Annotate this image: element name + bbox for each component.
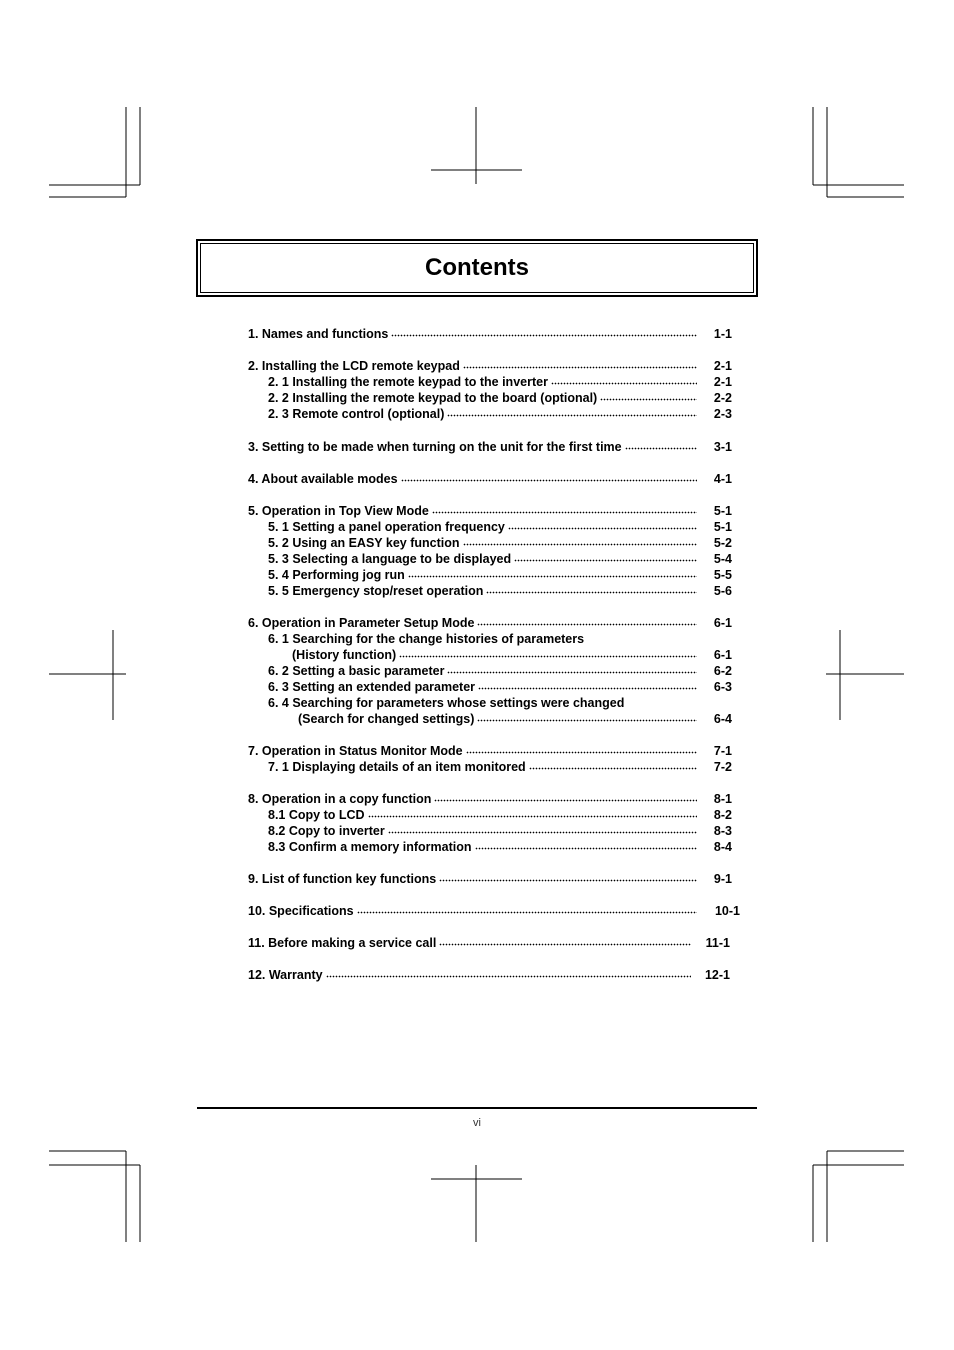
toc-entry[interactable]	[268, 535, 700, 551]
page-title: Contents	[425, 254, 529, 281]
footer-rule	[197, 1107, 757, 1109]
toc-entry[interactable]	[248, 967, 694, 983]
toc-page: 6-1	[713, 648, 732, 662]
title-frame	[200, 243, 754, 293]
toc-page: 3-1	[713, 440, 732, 454]
toc-page: 5-1	[713, 520, 732, 534]
toc-label: 7. Operation in Status Monitor Mode	[248, 744, 463, 758]
toc-page: 4-1	[713, 472, 732, 486]
toc-label: 6. 4 Searching for parameters whose settings were changed	[268, 696, 625, 710]
toc-entry[interactable]	[248, 903, 700, 919]
toc-entry[interactable]	[248, 871, 700, 887]
toc-label: 2. Installing the LCD remote keypad	[248, 359, 460, 373]
toc-entry[interactable]	[268, 551, 700, 567]
toc-page: 7-1	[713, 744, 732, 758]
toc-label: 6. Operation in Parameter Setup Mode	[248, 616, 475, 630]
toc-entry[interactable]	[268, 583, 700, 599]
toc-label: 6. 3 Setting an extended parameter	[268, 680, 476, 694]
toc-label: 5. 5 Emergency stop/reset operation	[268, 584, 484, 598]
toc-entry[interactable]	[248, 743, 700, 759]
toc-label: 8. Operation in a copy function	[248, 792, 432, 806]
toc-page: 8-2	[713, 808, 732, 822]
toc-page: 2-3	[713, 407, 732, 421]
toc-entry[interactable]	[248, 439, 700, 455]
page-number: vi	[473, 1117, 481, 1129]
toc-page: 8-1	[713, 792, 732, 806]
toc-entry[interactable]	[268, 631, 700, 647]
toc-page: 12-1	[704, 968, 730, 982]
toc-label: 5. 1 Setting a panel operation frequency	[268, 520, 505, 534]
toc-page: 7-2	[713, 760, 732, 774]
toc-label: 8.1 Copy to LCD	[268, 808, 365, 822]
toc-entry[interactable]	[292, 647, 700, 663]
toc-label: 12. Warranty	[248, 968, 323, 982]
toc-label: 5. 2 Using an EASY key function	[268, 536, 460, 550]
toc-entry[interactable]	[268, 406, 700, 422]
toc-label: (History function)	[292, 648, 397, 662]
title-box	[196, 239, 758, 297]
toc-page: 5-4	[713, 552, 732, 566]
toc-page: 9-1	[713, 872, 732, 886]
toc-entry[interactable]	[268, 374, 700, 390]
toc-label: 2. 3 Remote control (optional)	[268, 407, 445, 421]
toc-entry[interactable]	[268, 695, 700, 711]
toc-page: 6-4	[713, 712, 732, 726]
toc-entry[interactable]	[248, 935, 694, 951]
toc-label: 6. 1 Searching for the change histories of parameters	[268, 632, 585, 646]
toc-entry[interactable]	[248, 791, 700, 807]
toc-entry[interactable]	[268, 519, 700, 535]
toc-label: 2. 2 Installing the remote keypad to the board (optional)	[268, 391, 598, 405]
toc-label: 9. List of function key functions	[248, 872, 437, 886]
toc-page: 1-1	[713, 327, 732, 341]
toc-page: 2-1	[713, 375, 732, 389]
toc-label: 3. Setting to be made when turning on the unit for the first time	[248, 440, 622, 454]
toc-page: 10-1	[714, 904, 740, 918]
toc-entry[interactable]	[268, 823, 700, 839]
toc-entry[interactable]	[268, 807, 700, 823]
toc-page: 6-2	[713, 664, 732, 678]
toc-label: 1. Names and functions	[248, 327, 389, 341]
toc-entry[interactable]	[268, 390, 700, 406]
toc-label: 4. About available modes	[248, 472, 398, 486]
toc-label: 10. Specifications	[248, 904, 354, 918]
toc-page: 2-1	[713, 359, 732, 373]
toc-label: (Search for changed settings)	[298, 712, 475, 726]
toc-entry[interactable]	[268, 679, 700, 695]
toc-entry[interactable]	[248, 358, 700, 374]
toc-entry[interactable]	[268, 759, 700, 775]
toc-label: 5. 4 Performing jog run	[268, 568, 405, 582]
toc-entry[interactable]	[248, 503, 700, 519]
toc-entry[interactable]	[248, 326, 700, 342]
toc-page: 5-2	[713, 536, 732, 550]
toc-label: 6. 2 Setting a basic parameter	[268, 664, 445, 678]
toc-entry[interactable]	[298, 711, 700, 727]
toc-page: 6-1	[713, 616, 732, 630]
toc-page: 8-3	[713, 824, 732, 838]
toc-label: 5. 3 Selecting a language to be displayed	[268, 552, 512, 566]
toc-label: 8.3 Confirm a memory information	[268, 840, 472, 854]
toc-page: 5-5	[713, 568, 732, 582]
toc-label: 11. Before making a service call	[248, 936, 437, 950]
toc-label: 8.2 Copy to inverter	[268, 824, 385, 838]
toc-label: 2. 1 Installing the remote keypad to the inverter	[268, 375, 548, 389]
toc-page: 5-6	[713, 584, 732, 598]
toc-page: 11-1	[705, 936, 730, 950]
toc-label: 7. 1 Displaying details of an item monitored	[268, 760, 526, 774]
toc-label: 5. Operation in Top View Mode	[248, 504, 429, 518]
toc-entry[interactable]	[248, 615, 700, 631]
toc-entry[interactable]	[248, 471, 700, 487]
toc-page: 8-4	[713, 840, 732, 854]
toc-page: 2-2	[713, 391, 732, 405]
toc-entry[interactable]	[268, 839, 700, 855]
toc-entry[interactable]	[268, 567, 700, 583]
toc-entry[interactable]	[268, 663, 700, 679]
toc-page: 6-3	[713, 680, 732, 694]
toc-page: 5-1	[713, 504, 732, 518]
